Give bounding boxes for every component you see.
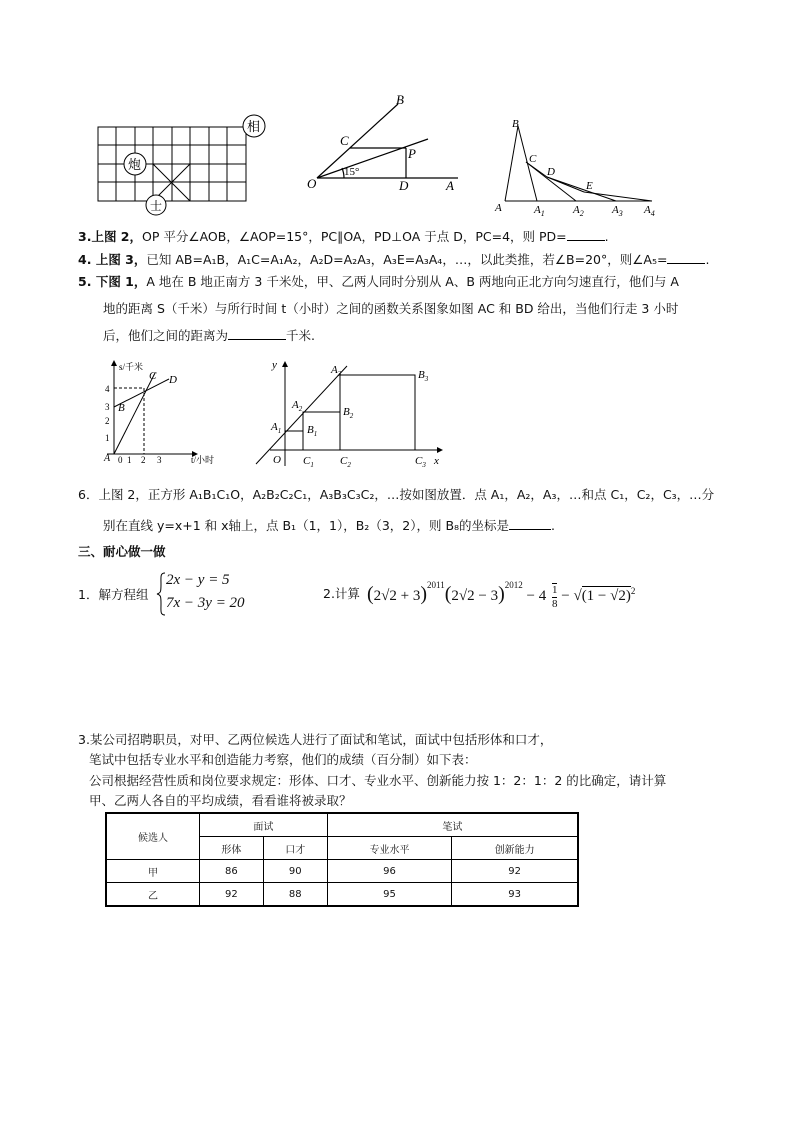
graph-xlabel: t/小时 [191,455,215,465]
table-cell: 86 [200,860,264,883]
sq-C1: $C_1$ [303,455,314,469]
table-col-header: 创新能力 [452,837,578,860]
sq-C3: $C_3$ [415,455,426,469]
piece-shi: 士 [150,199,163,213]
sq-x-label: x [434,455,439,467]
problem-2-expression: $(2√2 + 3)^{2011}(2√2 - 3)^{2012} - 4$ $\frac{1}{8}$ − $√(1 - √2)^2$ [367,580,636,610]
q3-answer-blank[interactable] [567,240,605,241]
table-cell: 92 [452,860,578,883]
table-col-header: 口才 [263,837,327,860]
angle-figure [300,92,470,197]
problem-3-line3: 公司根据经营性质和岗位要求规定：形体、口才、专业水平、创新能力按 1：2：1：2 的比确定，请计算 [89,773,667,788]
graph-xtick-1: 1 [127,455,132,465]
q5-lead: 下图 1， [95,274,147,289]
graph-label-C: C [149,370,157,382]
q5-line1: A 地在 B 地正南方 3 千米处，甲、乙两人同时分别从 A、B 两地向正北方向匀速直行，他们与 A [146,274,679,289]
problem-3-line1: 3.某公司招聘职员，对甲、乙两位候选人进行了面试和笔试，面试中包括形体和口才， [78,732,553,747]
graph-ylabel: s/千米 [119,362,144,372]
table-cell: 96 [327,860,452,883]
question-5-line3 [103,328,315,344]
q4-number: 4. [78,252,96,267]
tri-label-D: D [547,166,555,178]
label-C: C [340,133,349,148]
graph-ytick-3: 3 [105,402,110,412]
sq-B1: $B_1$ [307,424,318,438]
tri-label-B: B [512,118,519,130]
piece-pao: 炮 [128,157,142,172]
q5-line2: 地的距离 S（千米）与所行时间 t（小时）之间的函数关系图象如图 AC 和 BD 给出，当他们行走 3 小时 [103,301,679,316]
problem-1-label: 1．解方程组 [78,587,149,602]
sq-A1: $A_1$ [271,421,282,435]
q3-number: 3. [78,229,92,244]
q3-text: OP 平分∠AOB，∠AOP=15°，PC∥OA，PD⊥OA 于点 D，PC=4，则 PD= [142,229,567,244]
equation-2: 7x − 3y = 20 [166,595,245,611]
angle-15-label: 15° [344,166,360,178]
table-cell: 90 [263,860,327,883]
p2-frac-den: 8 [551,597,558,610]
graph-label-A: A [104,453,111,464]
p2-term: − 4 [526,588,547,604]
q3-end: . [604,229,609,244]
triangles-figure [492,112,662,220]
distance-time-graph [97,357,257,469]
q4-lead: 上图 3， [95,252,147,267]
graph-ytick-2: 2 [105,416,110,426]
score-table [105,812,579,907]
label-B: B [396,92,404,107]
table-col-header: 专业水平 [327,837,452,860]
label-O: O [307,176,317,191]
p2-inner: (1 − √2) [581,588,631,604]
tri-label-A4: $A_4$ [644,204,655,218]
system-brace-icon [156,572,166,616]
q6-line2: 别在直线 y=x+1 和 x轴上，点 B₁（1，1），B₂（3，2），则 B₈的坐标是 [103,518,510,533]
sq-y-label: y [272,359,277,371]
q4-answer-blank[interactable] [667,263,705,264]
label-P: P [408,146,416,161]
problem-3-line2: 笔试中包括专业水平和创造能力考察，他们的成绩（百分制）如下表： [89,752,477,767]
graph-label-D: D [169,374,177,386]
problem-2-label: 2.计算 [323,586,360,601]
table-col-header: 形体 [200,837,264,860]
graph-ytick-4: 4 [105,384,110,394]
table-cell: 93 [452,883,578,907]
q4-text: 已知 AB=A₁B，A₁C=A₁A₂，A₂D=A₂A₃，A₃E=A₃A₄，…，以此类推，若∠B=20°，则∠A₅= [146,252,668,267]
tri-label-C: C [529,153,537,165]
table-cell: 88 [263,883,327,907]
question-6-line1 [78,487,714,503]
question-5-line2 [103,301,678,317]
table-group-interview: 面试 [200,813,328,837]
graph-xtick-3: 3 [157,455,162,465]
table-cell-name: 乙 [106,883,200,907]
tri-label-E: E [586,180,593,192]
q6-answer-blank[interactable] [509,529,551,530]
graph-origin: 0 [118,455,123,465]
sq-origin: O [273,454,281,466]
sq-A3: $A_3$ [331,364,342,378]
tri-label-A2: $A_2$ [573,204,584,218]
graph-xtick-2: 2 [141,455,146,465]
sq-C2: $C_2$ [340,455,351,469]
table-corner: 候选人 [106,813,200,860]
q3-lead: 上图 2， [91,229,143,244]
table-cell: 95 [327,883,452,907]
graph-label-B: B [118,402,125,414]
table-row [106,883,578,907]
graph-ytick-1: 1 [105,433,110,443]
tri-label-A3: $A_3$ [612,204,623,218]
problem-3-line4: 甲、乙两人各自的平均成绩，看看谁将被录取？ [89,793,352,808]
sq-B2: $B_2$ [343,406,354,420]
p2-frac-num: 1 [551,583,558,596]
table-row [106,860,578,883]
table-group-written: 笔试 [327,813,578,837]
q5-number: 5. [78,274,96,289]
label-A: A [446,178,454,193]
q6-line1: 上图 2，正方形 A₁B₁C₁O，A₂B₂C₂C₁，A₃B₃C₃C₂，…按如图放置．点 A₁，A₂，A₃，…和点 C₁，C₂，C₃，…分 [98,487,715,502]
question-6-line2 [103,518,555,534]
table-cell-name: 甲 [106,860,200,883]
q6-number: 6． [78,487,99,502]
equation-1: 2x − y = 5 [166,572,230,588]
p2-square: 2 [630,586,636,596]
question-3 [78,229,609,245]
question-5-line1 [78,274,679,290]
question-4 [78,252,709,268]
squares-figure [250,356,450,472]
section-3-title: 三、耐心做一做 [78,544,166,559]
q4-end: . [705,252,710,267]
q5-line3-end: 千米. [286,328,315,343]
sq-A2: $A_2$ [292,399,303,413]
table-cell: 92 [200,883,264,907]
q5-line3: 后，他们之间的距离为 [103,328,229,343]
sq-B3: $B_3$ [418,369,429,383]
q6-end: . [551,518,556,533]
p2-exp-2011: 2011 [427,580,445,590]
p2-exp-2012: 2012 [504,580,523,590]
tri-label-A: A [495,202,502,214]
tri-label-A1: $A_1$ [534,204,545,218]
q5-answer-blank[interactable] [228,339,286,340]
chessboard-figure [92,110,272,220]
piece-xiang: 相 [247,119,261,134]
label-D: D [399,178,409,193]
